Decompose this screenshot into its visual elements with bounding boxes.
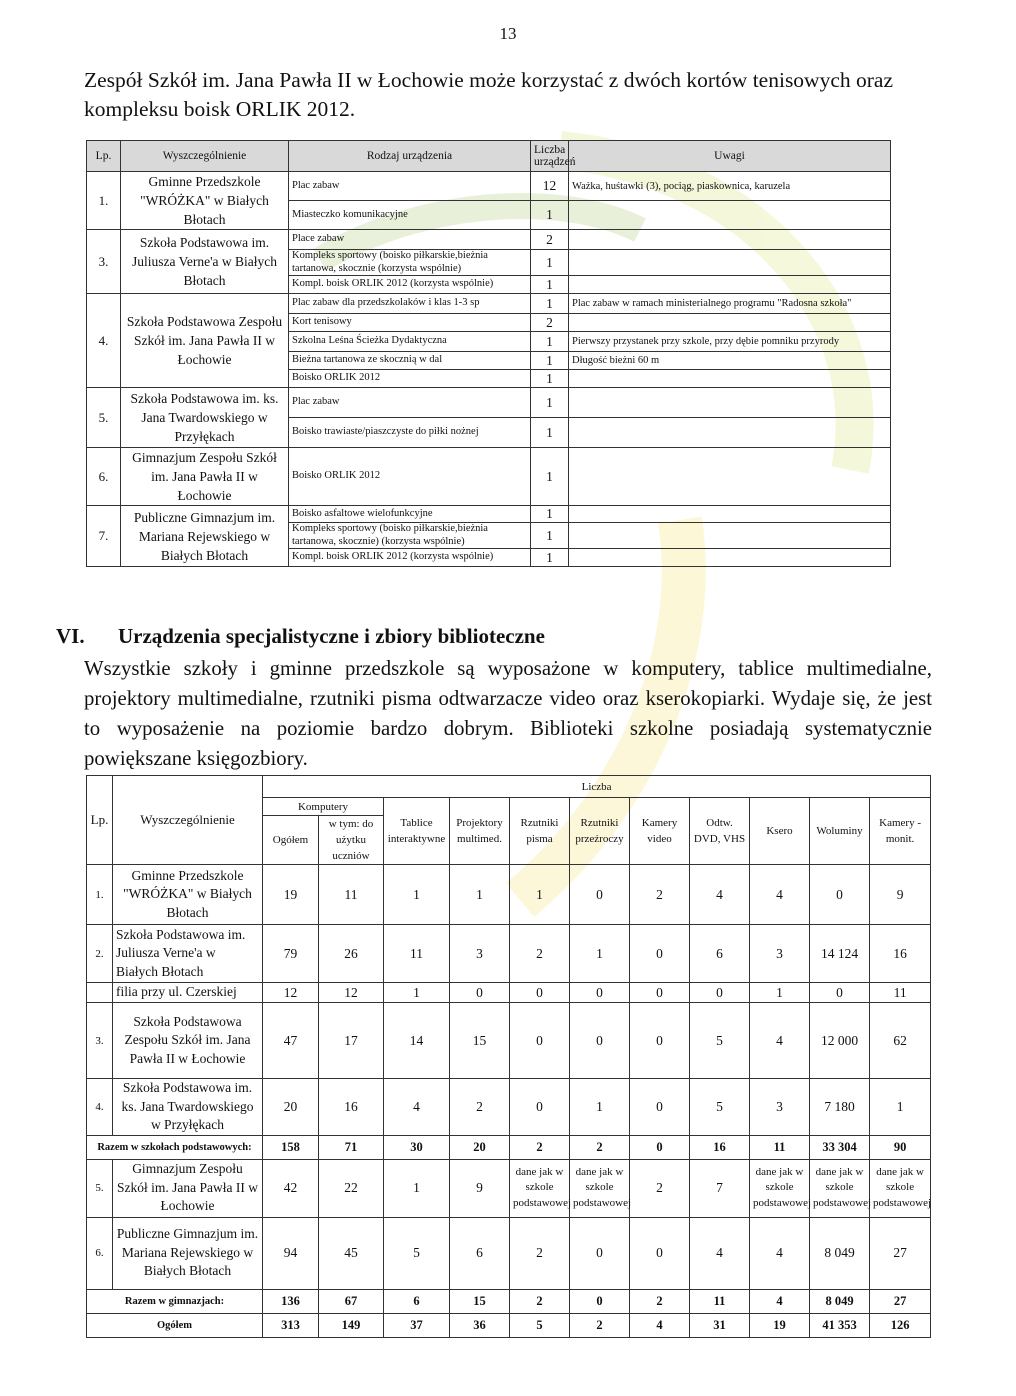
row-value: 17 (319, 1003, 384, 1079)
header-col: Projektory multimed. (450, 798, 510, 865)
row-value: dane jak w szkole podstawowej (750, 1159, 810, 1217)
device-name: Kompl. boisk ORLIK 2012 (korzysta wspólnie) (289, 276, 531, 294)
row-value: 5 (690, 1003, 750, 1079)
header-row (87, 776, 931, 798)
row-value: 0 (510, 1079, 570, 1136)
table-row (87, 925, 931, 983)
device-name: Boisko asfaltowe wielofunkcyjne (289, 506, 531, 523)
sum-value: 33 304 (810, 1135, 870, 1159)
page-number: 13 (499, 24, 517, 43)
device-count: 1 (531, 523, 569, 549)
row-value: 11 (319, 865, 384, 925)
device-note (569, 276, 891, 294)
row-value: 2 (450, 1079, 510, 1136)
row-value: 2 (630, 865, 690, 925)
device-count: 1 (531, 418, 569, 448)
table-row (87, 1159, 931, 1217)
row-value: 12 (263, 983, 319, 1003)
row-lp: 2. (87, 925, 113, 983)
row-unit: filia przy ul. Czerskiej (113, 983, 263, 1003)
header-col: Ksero (750, 798, 810, 865)
row-value: 14 124 (810, 925, 870, 983)
row-lp: 4. (87, 294, 121, 388)
row-value: dane jak w szkole podstawowej (570, 1159, 630, 1217)
row-value: 22 (319, 1159, 384, 1217)
table-row (87, 506, 891, 523)
sum-value: 41 353 (810, 1313, 870, 1337)
row-unit: Szkoła Podstawowa im. Juliusza Verne'a w Białych Błotach (113, 925, 263, 983)
device-name: Plac zabaw dla przedszkolaków i klas 1-3 sp (289, 294, 531, 314)
row-value: 0 (510, 983, 570, 1003)
sum-value: 4 (630, 1313, 690, 1337)
device-note: Ważka, huśtawki (3), pociąg, piaskownica, karuzela (569, 172, 891, 201)
sum-value: 31 (690, 1313, 750, 1337)
sum-value: 0 (630, 1135, 690, 1159)
device-note (569, 201, 891, 230)
table-header-row (87, 141, 891, 172)
row-value: 0 (570, 865, 630, 925)
row-value: 5 (690, 1079, 750, 1136)
device-count: 1 (531, 506, 569, 523)
row-value: 14 (384, 1003, 450, 1079)
row-value: 0 (570, 1003, 630, 1079)
row-value: 20 (263, 1079, 319, 1136)
row-value: 42 (263, 1159, 319, 1217)
row-value: 2 (510, 1217, 570, 1289)
row-value: 0 (630, 925, 690, 983)
device-count: 1 (531, 276, 569, 294)
device-count: 1 (531, 250, 569, 276)
device-note: Pierwszy przystanek przy szkole, przy dębie pomniku przyrody (569, 332, 891, 352)
row-value: 0 (450, 983, 510, 1003)
sum-label: Razem w gimnazjach: (87, 1289, 263, 1313)
row-value: 19 (263, 865, 319, 925)
sum-value: 158 (263, 1135, 319, 1159)
row-value: 1 (570, 925, 630, 983)
row-lp: 1. (87, 172, 121, 230)
row-value: 0 (630, 1217, 690, 1289)
header-notes: Uwagi (569, 141, 891, 172)
table-row (87, 230, 891, 250)
row-value: 27 (870, 1217, 931, 1289)
table-row (87, 388, 891, 418)
row-value: 94 (263, 1217, 319, 1289)
header-device: Rodzaj urządzenia (289, 141, 531, 172)
sum-value: 8 049 (810, 1289, 870, 1313)
row-value: 2 (630, 1159, 690, 1217)
table-row (87, 448, 891, 506)
row-unit: Gminne Przedszkole "WRÓŻKA" w Białych Błotach (113, 865, 263, 925)
header-unit: Wyszczególnienie (113, 776, 263, 865)
device-count: 1 (531, 549, 569, 567)
header-count: Liczba urządzeń (531, 141, 569, 172)
device-name: Bieżna tartanowa ze skocznią w dal (289, 352, 531, 370)
device-name: Boisko trawiaste/piaszczyste do piłki nożnej (289, 418, 531, 448)
row-value: 1 (384, 865, 450, 925)
row-value: 1 (750, 983, 810, 1003)
header-komputery: Komputery (263, 798, 384, 816)
sum-value: 19 (750, 1313, 810, 1337)
device-count: 1 (531, 448, 569, 506)
intro-paragraph: Zespół Szkół im. Jana Pawła II w Łochowie może korzystać z dwóch kortów tenisowych oraz kompleksu boisk ORLIK 2012. (84, 68, 894, 121)
sum-value: 90 (870, 1135, 931, 1159)
row-value: 3 (750, 1079, 810, 1136)
device-count: 2 (531, 314, 569, 332)
header-w-tym: w tym: do użytku uczniów (319, 816, 384, 865)
header-col: Rzutniki przeźroczy (570, 798, 630, 865)
row-value: 1 (870, 1079, 931, 1136)
row-value: 0 (810, 983, 870, 1003)
device-note (569, 506, 891, 523)
device-name: Plac zabaw (289, 388, 531, 418)
device-count: 1 (531, 332, 569, 352)
row-lp: 6. (87, 1217, 113, 1289)
row-value: 0 (570, 983, 630, 1003)
device-name: Kort tenisowy (289, 314, 531, 332)
row-value: 6 (450, 1217, 510, 1289)
device-count: 2 (531, 230, 569, 250)
header-ogolem: Ogółem (263, 816, 319, 865)
sum-value: 0 (570, 1289, 630, 1313)
sum-row (87, 1135, 931, 1159)
row-lp: 6. (87, 448, 121, 506)
row-unit: Szkoła Podstawowa im. Juliusza Verne'a w Białych Błotach (121, 230, 289, 294)
device-note (569, 370, 891, 388)
row-lp: 3. (87, 1003, 113, 1079)
sum-value: 11 (690, 1289, 750, 1313)
row-value: 4 (690, 865, 750, 925)
row-unit: Szkoła Podstawowa im. ks. Jana Twardowskiego w Przyłękach (121, 388, 289, 448)
row-unit: Szkoła Podstawowa Zespołu Szkół im. Jana Pawła II w Łochowie (121, 294, 289, 388)
row-value: 4 (750, 1003, 810, 1079)
row-unit: Gimnazjum Zespołu Szkół im. Jana Pawła II w Łochowie (121, 448, 289, 506)
header-lp: Lp. (87, 141, 121, 172)
sum-label: Ogółem (87, 1313, 263, 1337)
table-row (87, 294, 891, 314)
row-value: 11 (870, 983, 931, 1003)
sum-value: 6 (384, 1289, 450, 1313)
sum-value: 71 (319, 1135, 384, 1159)
row-unit: Publiczne Gimnazjum im. Mariana Rejewskiego w Białych Błotach (121, 506, 289, 567)
sum-row (87, 1313, 931, 1337)
sum-value: 149 (319, 1313, 384, 1337)
row-value: 62 (870, 1003, 931, 1079)
row-value: 1 (510, 865, 570, 925)
section-paragraph: Wszystkie szkoły i gminne przedszkole są wyposażone w komputery, tablice multimedialne, projektory multimedialne, rzutniki pisma odtwarzacze video oraz kserokopiarki. Wydaje się, że jest to wyposażenie na poziomie bardzo dobrym. Biblioteki szkolne posiadają systematycznie powiększane księgozbiory. (84, 657, 932, 770)
row-value: 26 (319, 925, 384, 983)
sum-value: 15 (450, 1289, 510, 1313)
row-value: 7 180 (810, 1079, 870, 1136)
row-value: 0 (690, 983, 750, 1003)
device-name: Boisko ORLIK 2012 (289, 448, 531, 506)
device-name: Miasteczko komunikacyjne (289, 201, 531, 230)
header-col: Woluminy (810, 798, 870, 865)
row-value: 0 (630, 1003, 690, 1079)
table-row (87, 1003, 931, 1079)
row-value: 3 (450, 925, 510, 983)
row-value: dane jak w szkole podstawowej (810, 1159, 870, 1217)
row-value: 12 000 (810, 1003, 870, 1079)
row-lp: 7. (87, 506, 121, 567)
device-name: Kompleks sportowy (boisko piłkarskie,bieżnia tartanowa, skocznie (korzysta wspólnie) (289, 250, 531, 276)
row-value: 1 (384, 1159, 450, 1217)
device-note (569, 388, 891, 418)
row-value: 0 (630, 983, 690, 1003)
device-count: 1 (531, 201, 569, 230)
sports-facilities-table (86, 140, 891, 567)
row-value: 6 (690, 925, 750, 983)
device-note (569, 314, 891, 332)
section-number: VI. (56, 624, 85, 648)
row-value: 9 (870, 865, 931, 925)
row-lp: 5. (87, 1159, 113, 1217)
section-title: Urządzenia specjalistyczne i zbiory biblioteczne (118, 624, 545, 648)
row-value: 45 (319, 1217, 384, 1289)
sum-value: 20 (450, 1135, 510, 1159)
row-value: 0 (630, 1079, 690, 1136)
row-lp (87, 983, 113, 1003)
sum-value: 2 (570, 1313, 630, 1337)
sum-value: 126 (870, 1313, 931, 1337)
row-value: 5 (384, 1217, 450, 1289)
device-count: 1 (531, 294, 569, 314)
sum-value: 67 (319, 1289, 384, 1313)
sum-value: 313 (263, 1313, 319, 1337)
row-value: 7 (690, 1159, 750, 1217)
header-lp: Lp. (87, 776, 113, 865)
row-value: 12 (319, 983, 384, 1003)
table-row (87, 1217, 931, 1289)
row-value: 15 (450, 1003, 510, 1079)
sum-value: 11 (750, 1135, 810, 1159)
row-value: 4 (690, 1217, 750, 1289)
sum-value: 16 (690, 1135, 750, 1159)
sum-value: 2 (510, 1135, 570, 1159)
row-unit: Gimnazjum Zespołu Szkół im. Jana Pawła II w Łochowie (113, 1159, 263, 1217)
device-count: 1 (531, 370, 569, 388)
row-lp: 3. (87, 230, 121, 294)
header-col: Kamery video (630, 798, 690, 865)
device-count: 1 (531, 352, 569, 370)
device-note (569, 549, 891, 567)
table-row (87, 983, 931, 1003)
header-col: Odtw. DVD, VHS (690, 798, 750, 865)
row-unit: Szkoła Podstawowa Zespołu Szkół im. Jana Pawła II w Łochowie (113, 1003, 263, 1079)
device-name: Szkolna Leśna Ścieżka Dydaktyczna (289, 332, 531, 352)
device-name: Kompl. boisk ORLIK 2012 (korzysta wspólnie) (289, 549, 531, 567)
row-value: 3 (750, 925, 810, 983)
header-col: Kamery - monit. (870, 798, 931, 865)
row-value: 1 (384, 983, 450, 1003)
row-value: 1 (450, 865, 510, 925)
row-unit: Gminne Przedszkole "WRÓŻKA" w Białych Błotach (121, 172, 289, 230)
row-value: 47 (263, 1003, 319, 1079)
device-note (569, 418, 891, 448)
row-value: 0 (810, 865, 870, 925)
row-lp: 4. (87, 1079, 113, 1136)
device-note (569, 230, 891, 250)
sum-value: 2 (630, 1289, 690, 1313)
device-name: Kompleks sportowy (boisko piłkarskie,bieżnia tartanowa, skocznie) (korzysta wspólnie) (289, 523, 531, 549)
device-note (569, 448, 891, 506)
row-unit: Publiczne Gimnazjum im. Mariana Rejewskiego w Białych Błotach (113, 1217, 263, 1289)
row-value: 2 (510, 925, 570, 983)
device-count: 1 (531, 388, 569, 418)
device-note: Plac zabaw w ramach ministerialnego programu "Radosna szkoła" (569, 294, 891, 314)
row-value: dane jak w szkole podstawowej (870, 1159, 931, 1217)
row-value: 16 (870, 925, 931, 983)
row-value: 8 049 (810, 1217, 870, 1289)
sum-value: 36 (450, 1313, 510, 1337)
row-value: 79 (263, 925, 319, 983)
row-value: 0 (510, 1003, 570, 1079)
header-col: Rzutniki pisma (510, 798, 570, 865)
row-value: 11 (384, 925, 450, 983)
table-row (87, 865, 931, 925)
device-name: Boisko ORLIK 2012 (289, 370, 531, 388)
device-count: 12 (531, 172, 569, 201)
table-row (87, 172, 891, 201)
header-col: Tablice interaktywne (384, 798, 450, 865)
row-value: 0 (570, 1217, 630, 1289)
header-unit: Wyszczególnienie (121, 141, 289, 172)
sum-value: 2 (510, 1289, 570, 1313)
row-value: 4 (750, 1217, 810, 1289)
sum-value: 2 (570, 1135, 630, 1159)
device-name: Place zabaw (289, 230, 531, 250)
row-value: 4 (384, 1079, 450, 1136)
row-value: 16 (319, 1079, 384, 1136)
device-name: Plac zabaw (289, 172, 531, 201)
sum-label: Razem w szkołach podstawowych: (87, 1135, 263, 1159)
sum-value: 136 (263, 1289, 319, 1313)
equipment-table (86, 775, 931, 1338)
sum-value: 37 (384, 1313, 450, 1337)
row-value: 4 (750, 865, 810, 925)
row-value: 9 (450, 1159, 510, 1217)
sum-value: 4 (750, 1289, 810, 1313)
row-value: dane jak w szkole podstawowej (510, 1159, 570, 1217)
device-note (569, 250, 891, 276)
table-row (87, 1079, 931, 1136)
header-liczba: Liczba (263, 776, 931, 798)
device-note: Długość bieżni 60 m (569, 352, 891, 370)
row-lp: 5. (87, 388, 121, 448)
sum-value: 5 (510, 1313, 570, 1337)
device-note (569, 523, 891, 549)
section-heading (56, 624, 545, 649)
row-unit: Szkoła Podstawowa im. ks. Jana Twardowskiego w Przyłękach (113, 1079, 263, 1136)
row-value: 1 (570, 1079, 630, 1136)
sum-row (87, 1289, 931, 1313)
sum-value: 27 (870, 1289, 931, 1313)
row-lp: 1. (87, 865, 113, 925)
sum-value: 30 (384, 1135, 450, 1159)
